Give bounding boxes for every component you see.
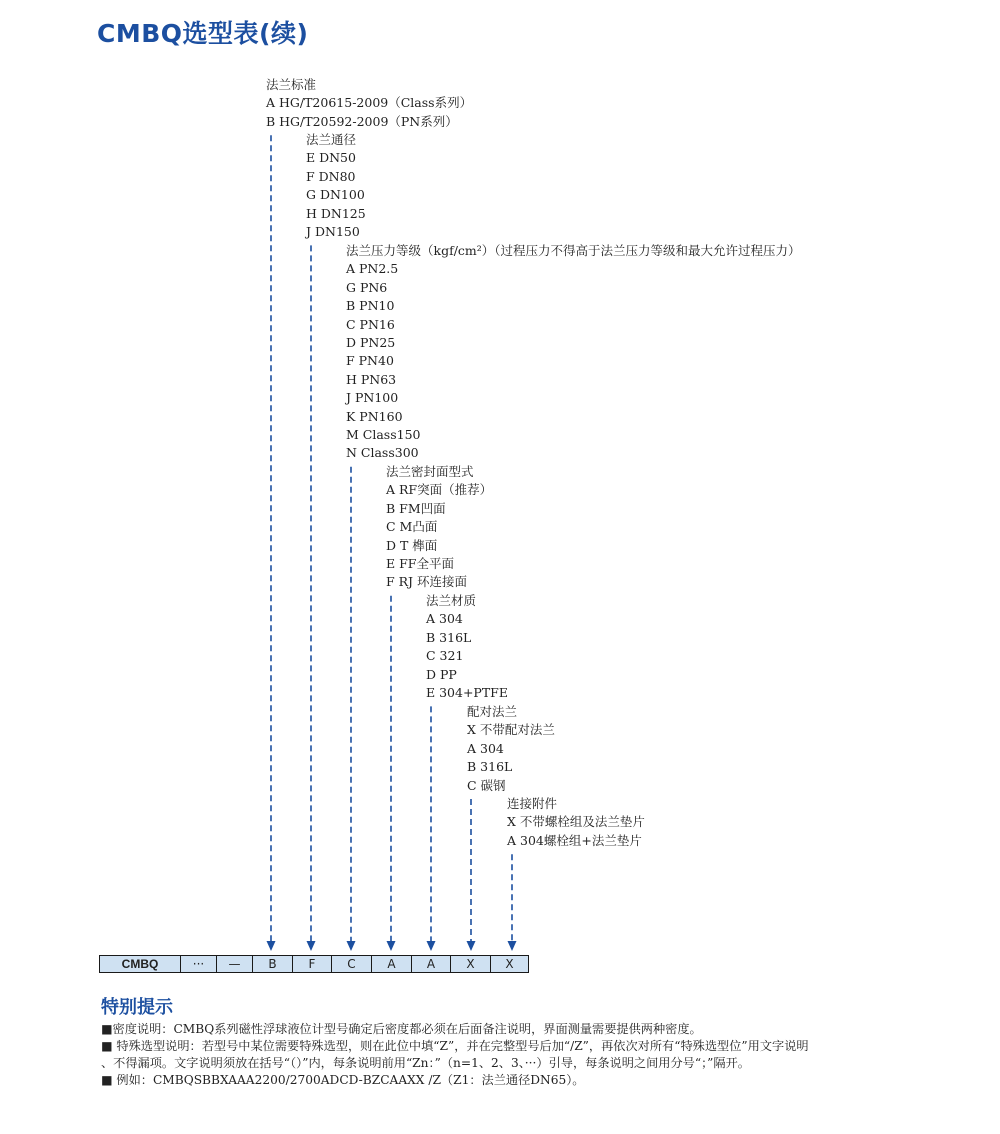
option-sealing-face: E FF全平面 xyxy=(386,556,454,571)
heading-mating-flange: 配对法兰 xyxy=(467,704,518,719)
page-title: CMBQ选型表(续) xyxy=(97,19,309,48)
option-mating-flange: C 碳钢 xyxy=(467,777,506,793)
option-sealing-face: C M凸面 xyxy=(386,519,438,535)
option-flange-pressure: F PN40 xyxy=(346,353,394,369)
option-flange-material: B 316L xyxy=(426,629,472,645)
option-flange-pressure: A PN2.5 xyxy=(346,261,399,277)
heading-flange-pressure: 法兰压力等级（kgf/cm²）（过程压力不得高于法兰压力等级和最大允许过程压力） xyxy=(346,243,801,258)
code-cell-separator: — xyxy=(216,955,253,973)
option-flange-material: C 321 xyxy=(426,648,464,664)
option-sealing-face: B FM凹面 xyxy=(386,500,446,516)
option-flange-pressure: J PN100 xyxy=(346,390,399,406)
option-flange-pressure: G PN6 xyxy=(346,279,388,295)
arrow-head-icon xyxy=(387,941,396,951)
code-cell-prefix: CMBQ xyxy=(99,955,181,973)
option-flange-pressure: B PN10 xyxy=(346,298,395,314)
option-flange-diameter: J DN150 xyxy=(306,224,360,239)
option-flange-pressure: C PN16 xyxy=(346,316,395,332)
arrow-head-icon xyxy=(427,941,436,951)
code-cell-sealing-face: A xyxy=(371,955,412,973)
option-flange-material: D PP xyxy=(426,666,457,682)
heading-flange-standard: 法兰标准 xyxy=(266,77,317,92)
option-flange-diameter: H DN125 xyxy=(306,205,366,221)
arrow-head-icon xyxy=(307,941,316,951)
option-mating-flange: A 304 xyxy=(467,740,504,756)
option-flange-pressure: K PN160 xyxy=(346,408,403,424)
option-flange-material: E 304+PTFE xyxy=(426,685,508,700)
special-notes-title: 特别提示 xyxy=(101,997,173,1018)
option-flange-diameter: E DN50 xyxy=(306,150,356,166)
option-flange-material: A 304 xyxy=(426,611,463,627)
option-flange-standard: B HG/T20592-2009（PN系列） xyxy=(266,113,458,129)
note-special-selection: ■ 特殊选型说明：若型号中某位需要特殊选型，则在此位中填“Z”，并在完整型号后加“/Z”，再依次对所有“特殊选型位”用文字说明 xyxy=(101,1039,809,1053)
code-cell-flange-pressure: C xyxy=(331,955,372,973)
option-flange-standard: A HG/T20615-2009（Class系列） xyxy=(266,95,473,111)
option-flange-pressure: N Class300 xyxy=(346,445,419,461)
option-flange-pressure: D PN25 xyxy=(346,335,396,350)
code-cell-mating-flange: X xyxy=(450,955,491,973)
code-cell-custom: ··· xyxy=(180,955,217,973)
option-sealing-face: A RF突面（推荐） xyxy=(386,482,493,498)
heading-sealing-face: 法兰密封面型式 xyxy=(386,464,474,479)
arrow-head-icon xyxy=(267,941,276,951)
heading-flange-diameter: 法兰通径 xyxy=(306,132,357,147)
note-example: ■ 例如：CMBQSBBXAAA2200/2700ADCD-BZCAAXX /Z（Z1：法兰通径DN65）。 xyxy=(101,1073,585,1087)
code-cell-flange-diameter: F xyxy=(292,955,332,973)
arrow-head-icon xyxy=(508,941,517,951)
option-flange-diameter: F DN80 xyxy=(306,168,356,184)
note-density: ■密度说明：CMBQ系列磁性浮球液位计型号确定后密度都必须在后面备注说明，界面测量需要提供两种密度。 xyxy=(101,1022,702,1036)
option-flange-diameter: G DN100 xyxy=(306,187,365,203)
option-mating-flange: B 316L xyxy=(467,759,513,775)
option-mating-flange: X 不带配对法兰 xyxy=(467,722,555,738)
option-connection-accessory: X 不带螺栓组及法兰垫片 xyxy=(507,814,645,830)
heading-connection-accessory: 连接附件 xyxy=(507,796,558,811)
option-sealing-face: F RJ 环连接面 xyxy=(386,574,468,590)
arrow-head-icon xyxy=(347,941,356,951)
option-flange-pressure: M Class150 xyxy=(346,427,421,442)
option-sealing-face: D T 榫面 xyxy=(386,537,438,553)
arrow-head-icon xyxy=(467,941,476,951)
code-cell-flange-material: A xyxy=(411,955,451,973)
note-special-selection-cont: 、不得漏项。文字说明须放在括号“（）”内，每条说明前用“Zn：”（n=1、2、3、···）引导，每条说明之间用分号“；”隔开。 xyxy=(101,1056,750,1070)
option-flange-pressure: H PN63 xyxy=(346,371,397,387)
heading-flange-material: 法兰材质 xyxy=(426,593,477,608)
option-connection-accessory: A 304螺栓组+法兰垫片 xyxy=(507,832,642,848)
code-cell-flange-standard: B xyxy=(252,955,293,973)
code-cell-connection-accessory: X xyxy=(490,955,529,973)
